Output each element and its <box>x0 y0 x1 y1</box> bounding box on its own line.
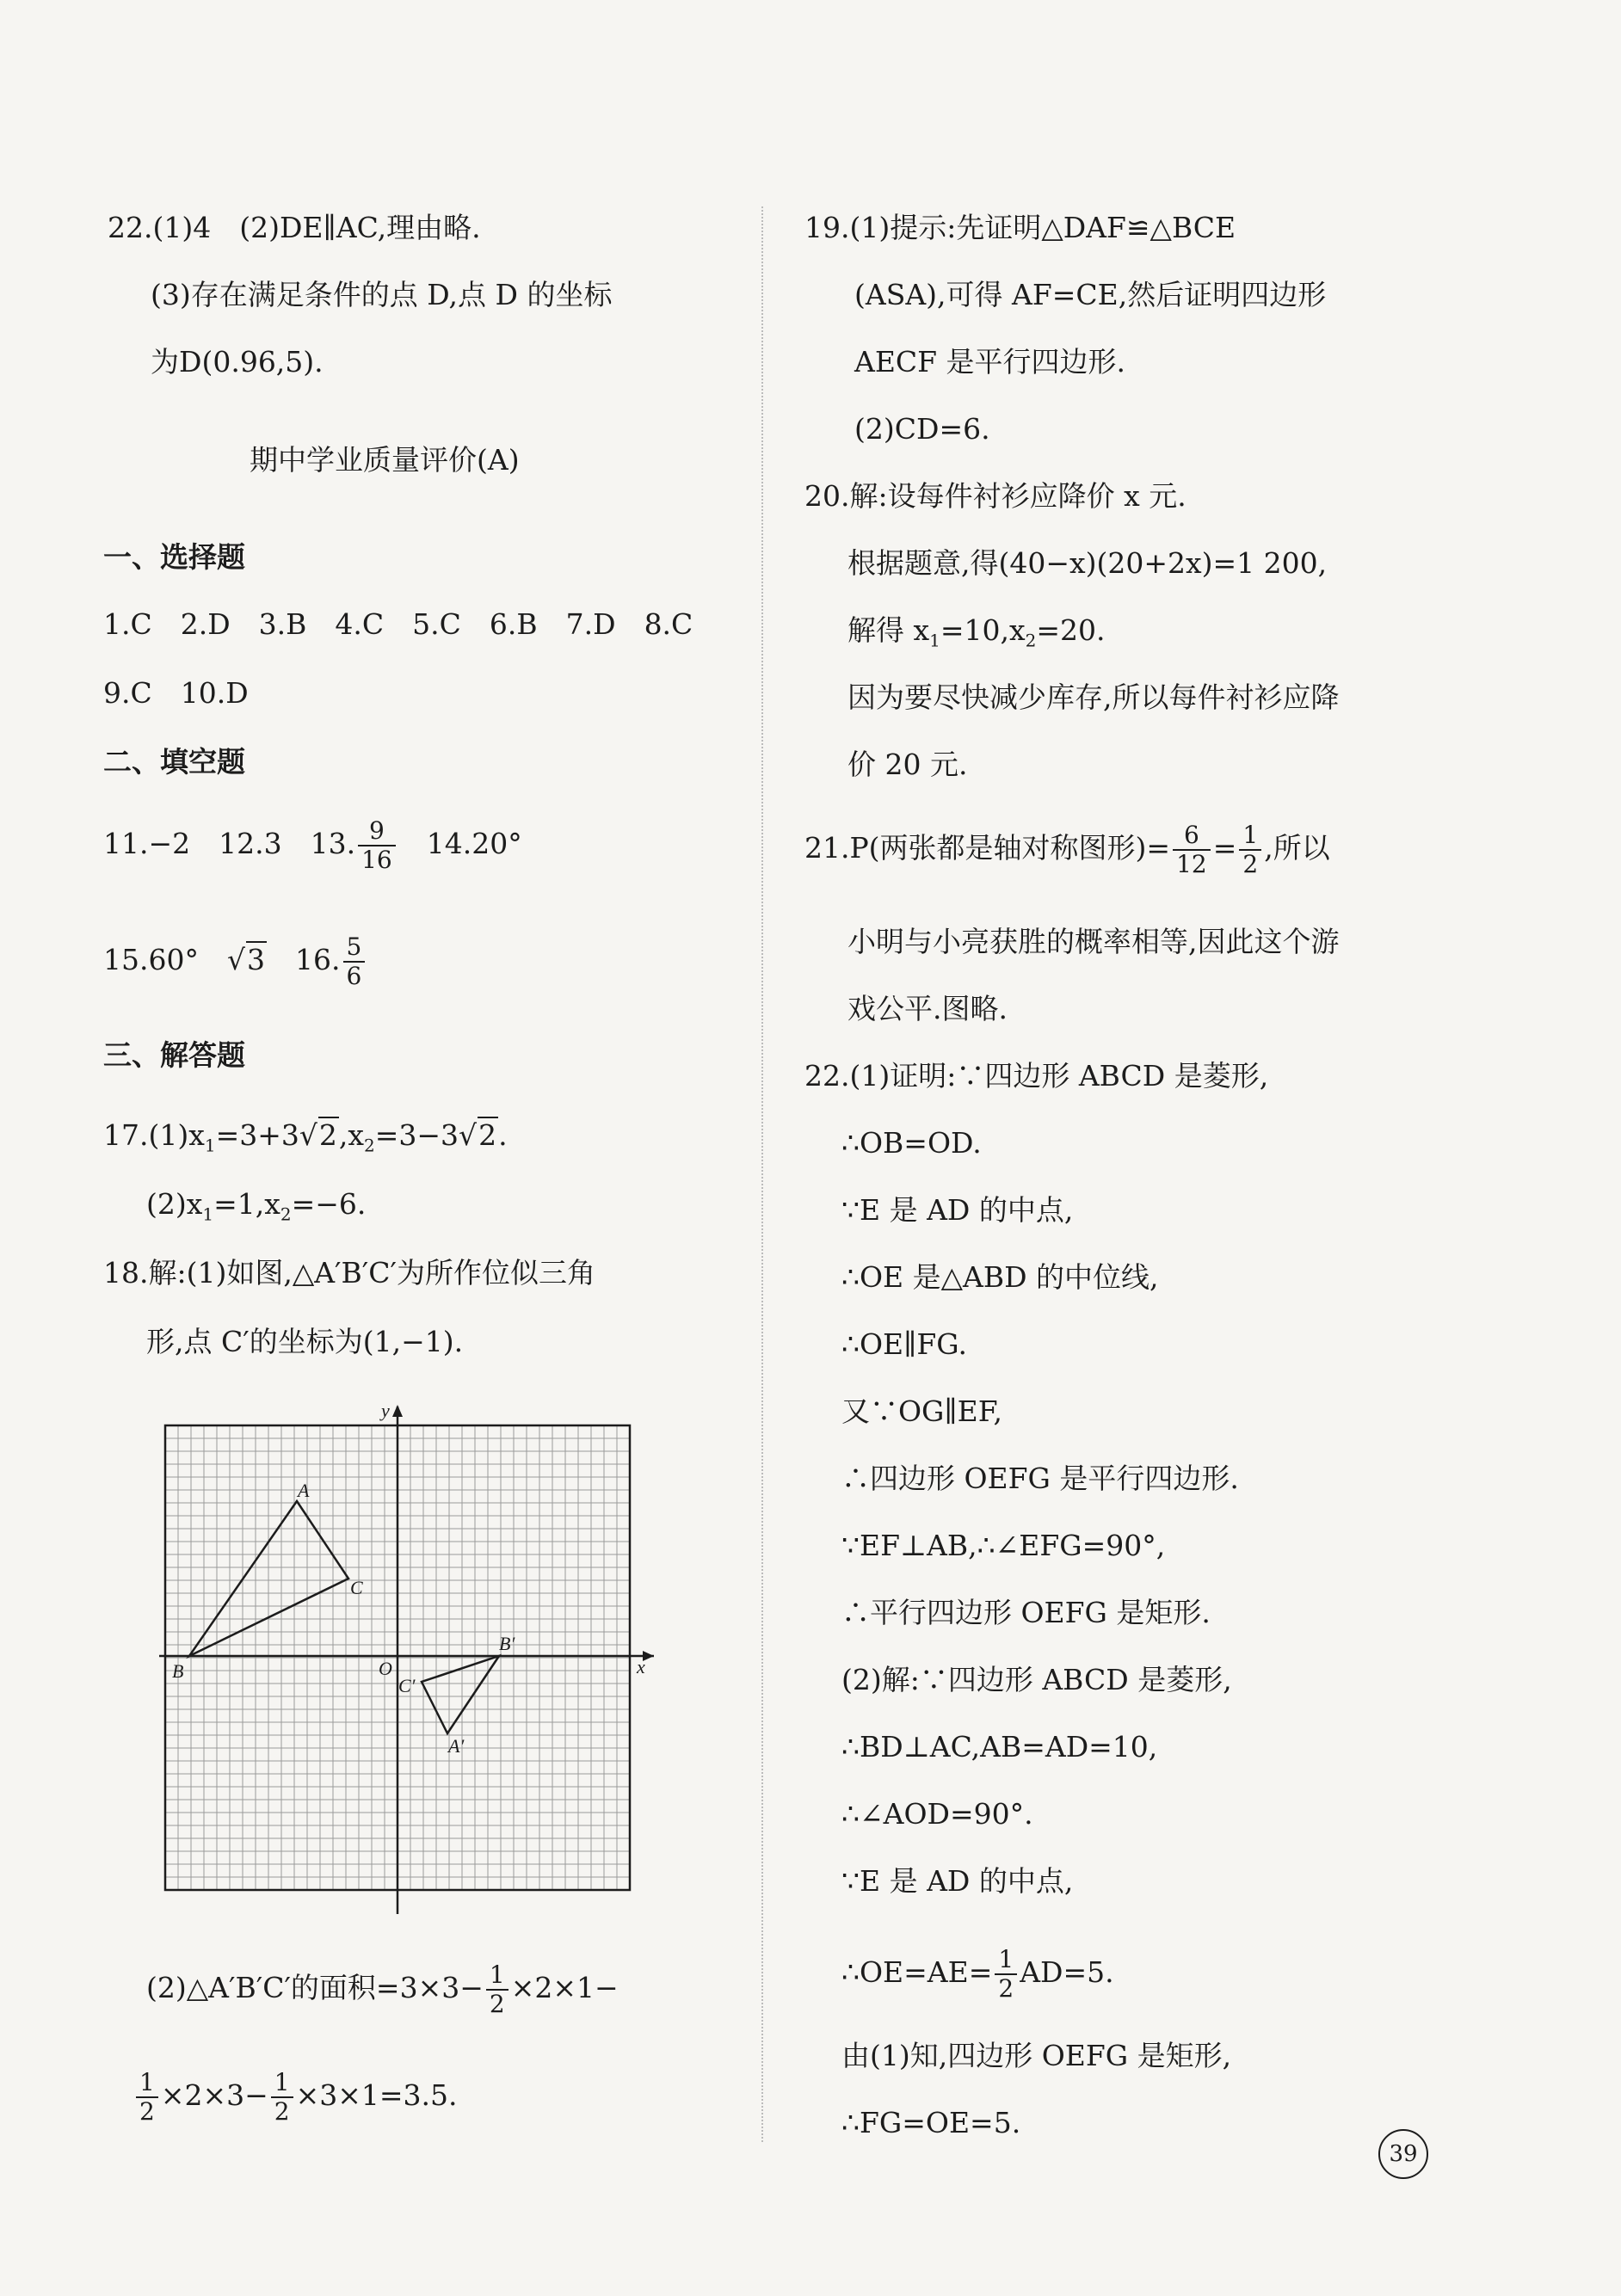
q22-line3: ∵E 是 AD 的中点, <box>841 1193 1074 1227</box>
q22-prev-line1: 22.(1)4 (2)DE∥AC,理由略. <box>108 211 481 244</box>
q19-line4: (2)CD=6. <box>854 412 990 446</box>
q17-p2-c: =−6. <box>291 1187 367 1221</box>
q21-f1-num: 6 <box>1184 821 1199 849</box>
q19-line1: 19.(1)提示:先证明△DAF≌△BCE <box>804 211 1236 244</box>
answer-16-numerator: 5 <box>346 933 362 961</box>
q21-frac2 <box>1239 822 1261 878</box>
label-x: x <box>637 1656 645 1677</box>
q20-sub2: 2 <box>1025 630 1037 651</box>
answer-13-denominator: 16 <box>358 845 396 874</box>
q22-line10: (2)解:∵四边形 ABCD 是菱形, <box>841 1663 1232 1696</box>
answer-14: 14.20° <box>426 827 522 861</box>
q18-area-a: (2)△A′B′C′的面积=3×3− <box>146 1971 484 2005</box>
q21-line2: 小明与小亮获胜的概率相等,因此这个游 <box>847 925 1340 958</box>
q17-p1-a: 17.(1)x <box>103 1118 205 1152</box>
q21-f2-num: 1 <box>1242 821 1259 849</box>
label-origin: O <box>379 1658 392 1679</box>
q18-frac1-den: 2 <box>486 1989 508 2018</box>
q22-line12: ∴∠AOD=90°. <box>841 1797 1033 1831</box>
q17-p1-b: =3+3 <box>215 1118 299 1152</box>
q22-l14-den: 2 <box>995 1973 1017 2003</box>
answer-16-fraction <box>343 933 366 990</box>
q18-frac1-num: 1 <box>489 1961 505 1989</box>
q17-part1: $17.(1)x_1=3+3√2,x_2=3-3√2$. <box>103 1118 508 1156</box>
q17-sub4: 2 <box>280 1203 292 1225</box>
coordinate-grid-figure <box>159 1398 645 1905</box>
q20-l3-b: =10,x <box>940 613 1026 647</box>
q22-l14-frac <box>995 1946 1017 2003</box>
answer-16-denominator: 6 <box>343 961 366 990</box>
answer-15: 15.60° <box>103 943 199 977</box>
q20-l3-a: 解得 x <box>847 613 930 647</box>
answer-12: 12.3 <box>219 827 282 861</box>
q18-frac2-num: 1 <box>139 2068 155 2096</box>
q20-line5: 价 20 元. <box>847 748 968 781</box>
section-title: 期中学业质量评价(A) <box>250 443 520 477</box>
label-a-prime: A′ <box>448 1735 465 1757</box>
q18-area-frac2 <box>136 2069 158 2126</box>
q20-line1: 20.解:设每件衬衫应降价 x 元. <box>804 479 1186 513</box>
heading-solve: 三、解答题 <box>103 1038 245 1072</box>
q22-l14-a: ∴OE=AE= <box>841 1955 993 1990</box>
q18-area2-b: ×2×3− <box>160 2078 268 2113</box>
q18-area3-b: ×3×1=3.5. <box>295 2078 458 2113</box>
q22-line13: ∵E 是 AD 的中点, <box>841 1864 1074 1898</box>
q17-sub2: 2 <box>364 1135 375 1156</box>
q21-l1-a: 21.P(两张都是轴对称图形)= <box>804 831 1171 865</box>
q22-line11: ∴BD⊥AC,AB=AD=10, <box>841 1730 1158 1764</box>
q17-p1-e: . <box>498 1118 508 1152</box>
q19-line2: (ASA),可得 AF=CE,然后证明四边形 <box>854 278 1327 311</box>
q20-sub1: 1 <box>929 630 940 651</box>
q22-prev-line2: (3)存在满足条件的点 D,点 D 的坐标 <box>151 278 613 311</box>
q18-frac3-den: 2 <box>271 2096 293 2126</box>
q22-line6: 又∵OG∥EF, <box>841 1394 1002 1428</box>
q17-sqrt1: 2 <box>318 1118 337 1152</box>
label-c: C <box>350 1577 363 1598</box>
q18-area-frac3 <box>271 2069 293 2126</box>
q18-frac3-num: 1 <box>274 2068 290 2096</box>
heading-fill: 二、填空题 <box>103 745 245 779</box>
q22-line15: 由(1)知,四边形 OEFG 是矩形, <box>841 2039 1232 2072</box>
answer-16-prefix: 16. <box>295 943 341 977</box>
q17-part2 <box>146 1187 366 1225</box>
page-number: 39 <box>1378 2129 1428 2179</box>
q21-l1-b: ,所以 <box>1264 831 1330 865</box>
q21-f1-den: 12 <box>1173 849 1211 878</box>
q22-line9: ∴平行四边形 OEFG 是矩形. <box>841 1596 1211 1629</box>
q17-sub3: 1 <box>202 1203 214 1225</box>
choice-answers-line2: 9.C 10.D <box>103 676 249 710</box>
answer-13-numerator: 9 <box>369 816 385 845</box>
choice-answers-line1: 1.C 2.D 3.B 4.C 5.C 6.B 7.D 8.C <box>103 607 693 641</box>
q18-line2: 形,点 C′的坐标为(1,−1). <box>146 1325 464 1358</box>
label-c-prime: C′ <box>398 1675 416 1696</box>
fill-answers-line1 <box>103 817 522 874</box>
q22-line1: 22.(1)证明:∵四边形 ABCD 是菱形, <box>804 1059 1269 1093</box>
q19-line3: AECF 是平行四边形. <box>854 345 1126 379</box>
q18-area-frac1 <box>486 1961 508 2018</box>
q17-p1-c: ,x <box>338 1118 365 1152</box>
answer-13-prefix: 13. <box>310 827 356 861</box>
q18-area-line2 <box>133 2069 458 2126</box>
label-b-prime: B′ <box>499 1633 515 1654</box>
answer-13-fraction <box>358 817 396 874</box>
q22-l14-num: 1 <box>998 1945 1014 1973</box>
q18-area-b: ×2×1− <box>510 1971 619 2005</box>
y-axis-arrow <box>392 1405 403 1417</box>
q22-line5: ∴OE∥FG. <box>841 1327 967 1361</box>
q21-line1 <box>804 822 1330 878</box>
label-y: y <box>381 1400 390 1421</box>
q20-line4: 因为要尽快减少库存,所以每件衬衫应降 <box>847 680 1340 714</box>
fill-answers-line2: 15.60° √3 16. $\frac{5}{6}$ <box>103 933 367 990</box>
q22-l14-b: AD=5. <box>1020 1955 1114 1990</box>
label-b: B <box>172 1660 184 1682</box>
q17-p2-b: =1,x <box>213 1187 280 1221</box>
q17-sub1: 1 <box>204 1135 216 1156</box>
q21-frac1 <box>1173 822 1211 878</box>
q20-line3 <box>847 613 1105 651</box>
q22-line7: ∴四边形 OEFG 是平行四边形. <box>841 1462 1239 1495</box>
q20-l3-c: =20. <box>1036 613 1106 647</box>
q21-eq: = <box>1212 831 1237 865</box>
q22-line8: ∵EF⊥AB,∴∠EFG=90°, <box>841 1529 1166 1562</box>
heading-choice: 一、选择题 <box>103 540 245 574</box>
q18-frac2-den: 2 <box>136 2096 158 2126</box>
q22-line14 <box>841 1946 1114 2003</box>
q17-sqrt2: 2 <box>478 1118 497 1152</box>
answer-11: 11.−2 <box>103 827 191 861</box>
label-a: A <box>298 1480 310 1501</box>
column-divider <box>761 206 763 2142</box>
q17-p1-d: =3−3 <box>374 1118 459 1152</box>
q21-line3: 戏公平.图略. <box>847 992 1008 1025</box>
q22-line2: ∴OB=OD. <box>841 1126 982 1160</box>
q18-area-line1 <box>146 1961 619 2018</box>
q22-prev-line3: 为D(0.96,5). <box>151 345 324 379</box>
q22-line16: ∴FG=OE=5. <box>841 2106 1021 2139</box>
q18-line1: 18.解:(1)如图,△A′B′C′为所作位似三角 <box>103 1256 596 1290</box>
q17-p2-a: (2)x <box>146 1187 203 1221</box>
q20-line2: 根据题意,得(40−x)(20+2x)=1 200, <box>847 546 1328 580</box>
q22-line4: ∴OE 是△ABD 的中位线, <box>841 1260 1159 1294</box>
q21-f2-den: 2 <box>1239 849 1261 878</box>
answer-15-sqrt: 3 <box>247 943 266 977</box>
